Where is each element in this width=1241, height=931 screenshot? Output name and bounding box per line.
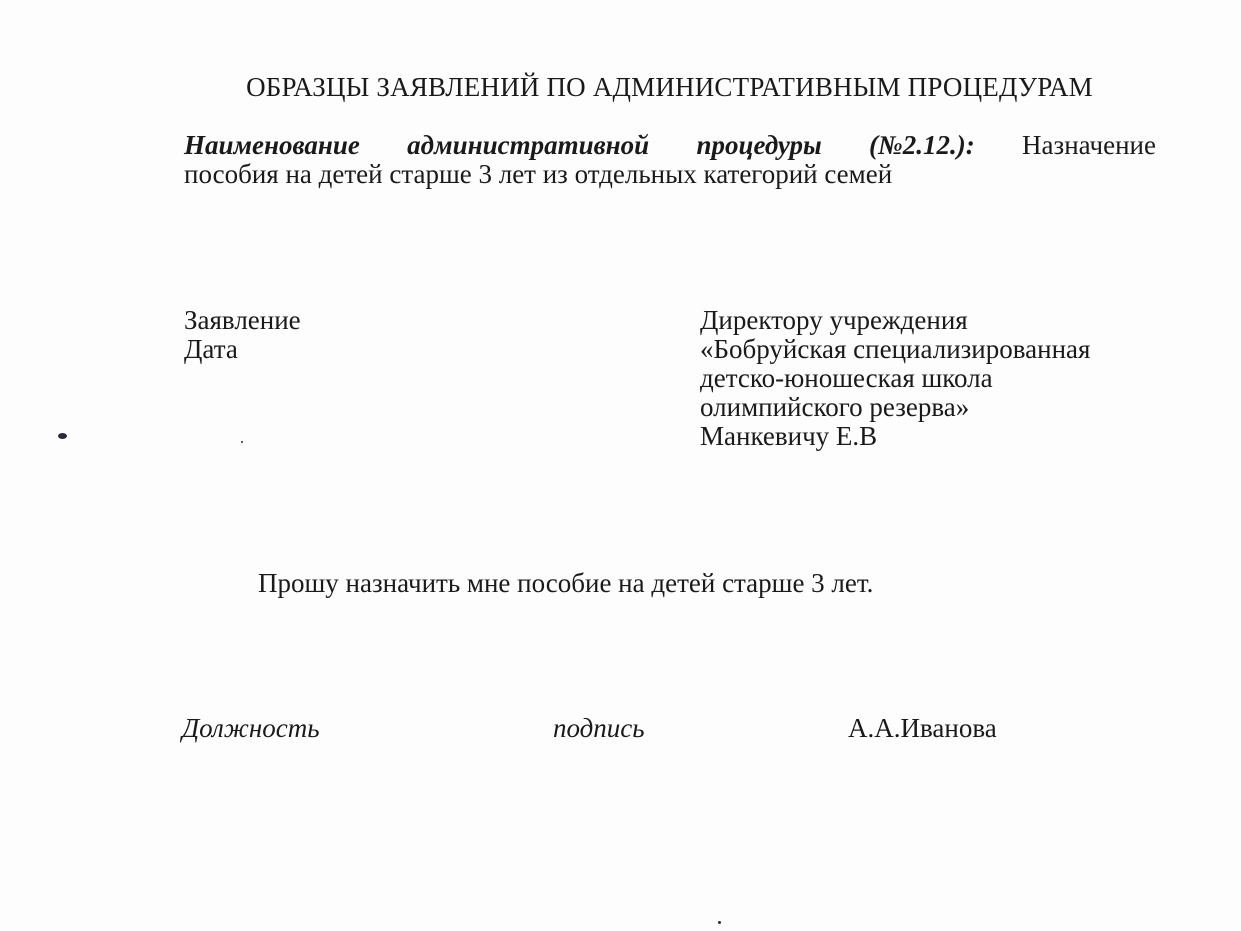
signer-name: А.А.Иванова: [848, 713, 997, 743]
application-label: Заявление: [184, 305, 301, 335]
addressee-line-1: Директору учреждения: [700, 305, 968, 335]
procedure-name-first-word: Назначение: [1022, 130, 1156, 160]
procedure-label-number: (№2.12.):: [869, 130, 975, 160]
procedure-label-word-2: административной: [407, 130, 650, 160]
addressee-line-5: Манкевичу Е.В: [700, 421, 878, 451]
signature-label: подпись: [553, 713, 645, 743]
procedure-block: [184, 131, 1156, 189]
addressee-block: [700, 306, 1090, 451]
scan-speck: [718, 921, 721, 924]
application-header-left: [184, 306, 301, 364]
addressee-line-3: детско-юношеская школа: [700, 363, 993, 393]
addressee-line-4: олимпийского резерва»: [700, 392, 970, 422]
procedure-label-word-1: Наименование: [184, 130, 360, 160]
scan-speck: [58, 433, 67, 439]
addressee-line-2: «Бобруйская специализированная: [700, 334, 1091, 364]
document-title: [0, 72, 1241, 103]
date-label: Дата: [184, 334, 238, 364]
document-title-text: ОБРАЗЦЫ ЗАЯВЛЕНИЙ ПО АДМИНИСТРАТИВНЫМ ПРОЦЕДУРАМ: [246, 72, 1093, 102]
request-text: Прошу назначить мне пособие на детей старше 3 лет.: [258, 568, 874, 598]
position-label: Должность: [182, 713, 320, 743]
scan-speck: [241, 441, 243, 443]
procedure-label-word-3: процедуры: [696, 130, 822, 160]
procedure-name-rest: пособия на детей старше 3 лет из отдельных категорий семей: [184, 159, 893, 189]
procedure-first-line: [184, 131, 1156, 160]
